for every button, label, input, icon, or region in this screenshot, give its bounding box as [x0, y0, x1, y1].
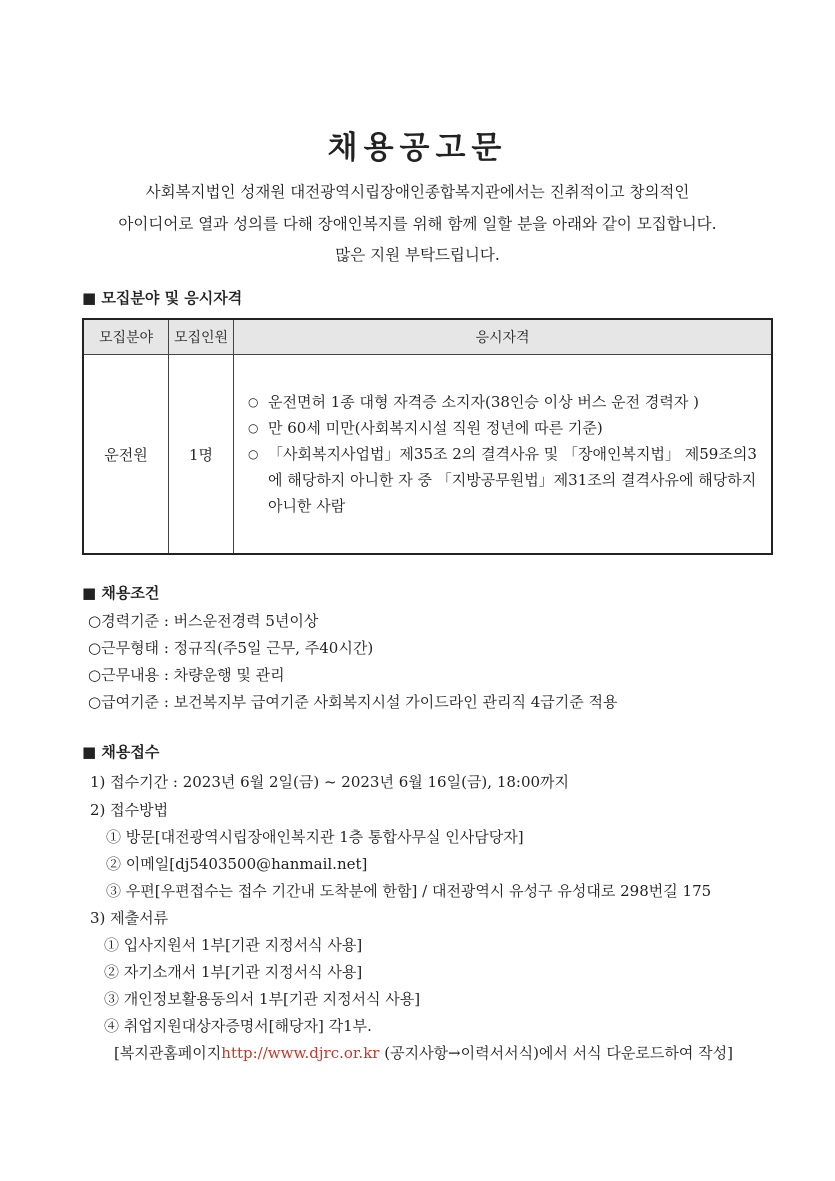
homepage-link[interactable]: http://www.djrc.or.kr — [221, 1044, 380, 1062]
method-item-email: ② 이메일[dj5403500@hanmail.net] — [106, 855, 368, 873]
method-item-visit: ① 방문[대전광역시립장애인복지관 1층 통합사무실 인사담당자] — [106, 828, 524, 846]
download-suffix: (공지사항→이력서서식)에서 서식 다운로드하여 작성] — [379, 1044, 733, 1062]
method-item-mail: ③ 우편[우편접수는 접수 기간내 도착분에 한함] / 대전광역시 유성구 유성대로 298번길 175 — [106, 882, 712, 900]
intro-line-1: 사회복지법인 성재원 대전광역시립장애인종합복지관에서는 진취적이고 창의적인 — [145, 183, 690, 201]
doc-item: ④ 취업지원대상자증명서[해당자] 각1부. — [104, 1017, 372, 1035]
qualification-item: ○ 「사회복지사업법」제35조 2의 결격사유 및 「장애인복지법」 제59조의3에 해당하지 아니한 자 중 「지방공무원법」제31조의 결격사유에 해당하지 아니한 사람 — [248, 441, 763, 519]
qualification-item: ○ 만 60세 미만(사회복지시설 직원 정년에 따른 기준) — [248, 415, 763, 441]
table-row — [83, 355, 772, 555]
download-prefix: [복지관홈페이지 — [114, 1044, 222, 1062]
doc-item: ② 자기소개서 1부[기관 지정서식 사용] — [104, 963, 363, 981]
cell-field: 운전원 — [83, 355, 169, 555]
section-heading-conditions: ■ 채용조건 — [82, 584, 160, 602]
header-field: 모집분야 — [83, 319, 169, 355]
intro-line-3: 많은 지원 부탁드립니다. — [335, 246, 500, 264]
condition-item: ○근무내용 : 차량운행 및 관리 — [88, 666, 285, 684]
doc-item: ③ 개인정보활용동의서 1부[기관 지정서식 사용] — [104, 990, 421, 1008]
download-note — [114, 1042, 733, 1063]
intro-line-2: 아이디어로 열과 성의를 다해 장애인복지를 위해 함께 일할 분을 아래와 같이 모집합니다. — [118, 215, 717, 233]
qualification-table — [82, 318, 773, 555]
docs-heading: 3) 제출서류 — [90, 909, 169, 927]
condition-item: ○경력기준 : 버스운전경력 5년이상 — [88, 612, 319, 630]
qualification-item: ○ 운전면허 1종 대형 자격증 소지자(38인승 이상 버스 운전 경력자 ) — [248, 389, 763, 415]
cell-qualifications — [234, 355, 773, 555]
section-heading-recruitment: ■ 모집분야 및 응시자격 — [82, 289, 243, 307]
section-heading-application: ■ 채용접수 — [82, 743, 160, 761]
header-count: 모집인원 — [169, 319, 234, 355]
cell-count: 1명 — [169, 355, 234, 555]
header-qualification: 응시자격 — [234, 319, 773, 355]
condition-item: ○급여기준 : 보건복지부 급여기준 사회복지시설 가이드라인 관리직 4급기준 적용 — [88, 693, 618, 711]
page-title: 채용공고문 — [327, 130, 508, 166]
method-heading: 2) 접수방법 — [90, 801, 169, 819]
qualification-list — [234, 355, 771, 553]
application-period: 1) 접수기간 : 2023년 6월 2일(금) ~ 2023년 6월 16일(금), 18:00까지 — [90, 773, 570, 791]
doc-item: ① 입사지원서 1부[기관 지정서식 사용] — [104, 936, 363, 954]
condition-item: ○근무형태 : 정규직(주5일 근무, 주40시간) — [88, 639, 374, 657]
table-header-row — [83, 319, 772, 355]
